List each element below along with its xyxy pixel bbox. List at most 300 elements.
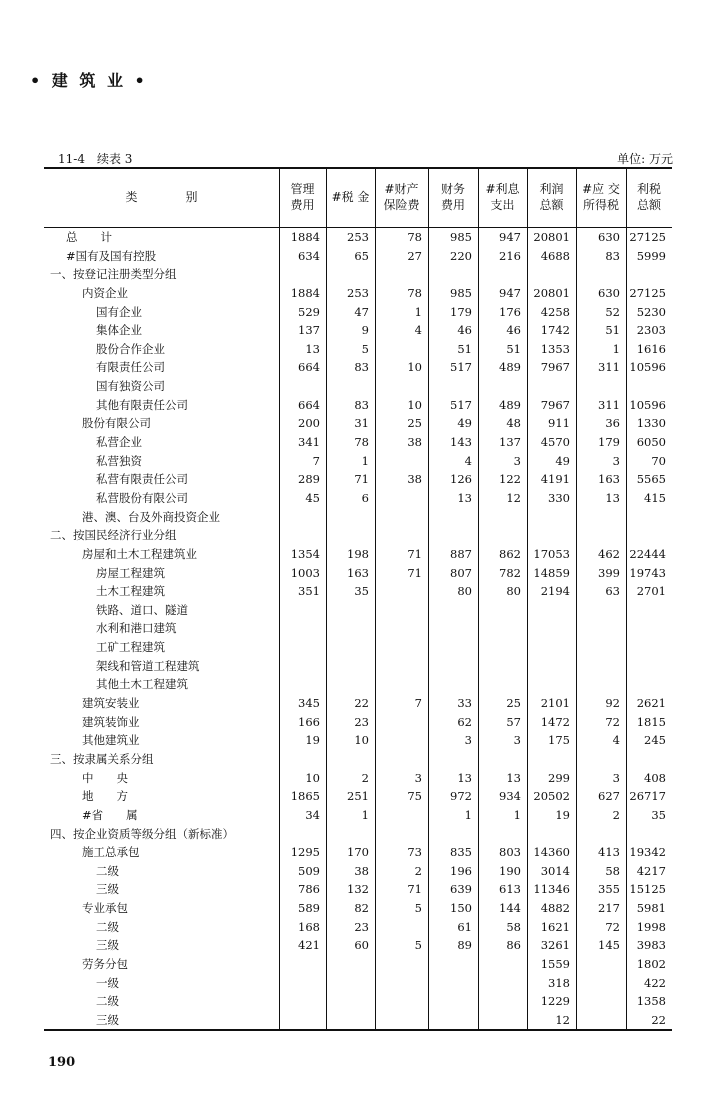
cell-finance: 179 (450, 304, 472, 319)
cell-profit_tax: 5999 (636, 248, 666, 263)
cell-income_tax: 630 (598, 285, 620, 300)
cell-interest: 947 (499, 285, 521, 300)
cell-profit_tax: 10596 (629, 397, 666, 412)
cell-finance: 3 (464, 733, 472, 748)
cell-profit_tax: 1998 (636, 919, 666, 934)
cell-finance: 1 (464, 807, 472, 822)
cell-profit: 7967 (540, 360, 570, 375)
cell-tax: 10 (354, 733, 369, 748)
cell-insurance: 38 (407, 435, 422, 450)
cell-interest: 122 (499, 472, 521, 487)
cell-finance: 143 (450, 435, 472, 450)
column-header-insurance: #财产 保险费 (383, 182, 420, 212)
row-label: 二级 (96, 863, 119, 878)
cell-income_tax: 92 (605, 696, 620, 711)
table-row (44, 358, 672, 377)
cell-tax: 5 (361, 341, 369, 356)
cell-profit: 19 (555, 807, 570, 822)
row-label: 工矿工程建筑 (96, 640, 165, 655)
cell-insurance: 27 (407, 248, 422, 263)
table-row (44, 713, 672, 732)
cell-tax: 132 (347, 882, 369, 897)
cell-mgmt: 634 (298, 248, 320, 263)
cell-income_tax: 311 (598, 397, 620, 412)
row-label: 劳务分包 (82, 956, 128, 971)
cell-mgmt: 421 (298, 938, 320, 953)
table-row (44, 526, 672, 545)
table-row (44, 974, 672, 993)
row-label: 其他土木工程建筑 (96, 677, 188, 692)
cell-income_tax: 217 (598, 901, 620, 916)
cell-insurance: 38 (407, 472, 422, 487)
table-row (44, 265, 672, 284)
row-label: 施工总承包 (82, 845, 140, 860)
cell-tax: 82 (354, 901, 369, 916)
cell-finance: 33 (457, 696, 472, 711)
cell-tax: 47 (354, 304, 369, 319)
table-row (44, 433, 672, 452)
cell-profit: 911 (548, 416, 570, 431)
cell-profit: 17053 (533, 546, 570, 561)
cell-income_tax: 3 (612, 770, 620, 785)
cell-interest: 80 (506, 584, 521, 599)
cell-mgmt: 168 (298, 919, 320, 934)
row-label: 专业承包 (82, 901, 128, 916)
cell-interest: 13 (506, 770, 521, 785)
cell-interest: 613 (499, 882, 521, 897)
cell-profit: 1229 (540, 994, 570, 1009)
cell-interest: 176 (499, 304, 521, 319)
cell-finance: 985 (450, 230, 472, 244)
cell-insurance: 71 (407, 546, 422, 561)
cell-finance: 89 (457, 938, 472, 953)
cell-income_tax: 63 (605, 584, 620, 599)
cell-finance: 887 (450, 546, 472, 561)
cell-profit_tax: 10596 (629, 360, 666, 375)
cell-profit: 1621 (540, 919, 570, 934)
cell-profit: 1353 (540, 341, 570, 356)
cell-income_tax: 1 (612, 341, 620, 356)
cell-income_tax: 311 (598, 360, 620, 375)
column-header-mgmt: 管理 费用 (290, 182, 315, 212)
cell-profit: 4570 (540, 435, 570, 450)
cell-profit_tax: 408 (644, 770, 666, 785)
cell-finance: 150 (450, 901, 472, 916)
cell-profit: 20801 (533, 230, 570, 244)
cell-insurance: 1 (414, 304, 422, 319)
cell-insurance: 71 (407, 882, 422, 897)
cell-mgmt: 341 (298, 435, 320, 450)
cell-profit: 330 (548, 490, 570, 505)
table-row (44, 862, 672, 881)
cell-profit_tax: 35 (651, 807, 666, 822)
cell-profit_tax: 19743 (629, 565, 666, 580)
cell-profit: 4191 (540, 472, 570, 487)
row-label: 三、按隶属关系分组 (50, 751, 154, 766)
cell-mgmt: 1295 (290, 845, 320, 860)
cell-mgmt: 345 (298, 696, 320, 711)
cell-income_tax: 2 (612, 807, 620, 822)
cell-mgmt: 351 (298, 584, 320, 599)
page-number: 190 (48, 1055, 76, 1070)
table-row (44, 638, 672, 657)
table-row (44, 247, 672, 266)
row-label: 四、按企业资质等级分组（新标准） (50, 826, 234, 841)
row-label: 私营独资 (96, 453, 142, 468)
cell-income_tax: 179 (598, 435, 620, 450)
column-header-income_tax: #应 交 所得税 (582, 182, 620, 212)
cell-mgmt: 509 (298, 863, 320, 878)
table-row (44, 936, 672, 955)
cell-profit_tax: 27125 (629, 230, 666, 244)
cell-income_tax: 36 (605, 416, 620, 431)
cell-income_tax: 51 (605, 323, 620, 338)
table-row (44, 340, 672, 359)
cell-profit_tax: 22 (651, 1012, 666, 1027)
cell-tax: 1 (361, 807, 369, 822)
row-label: 二、按国民经济行业分组 (50, 528, 177, 543)
table-row (44, 880, 672, 899)
cell-income_tax: 58 (605, 863, 620, 878)
row-label: 二级 (96, 919, 119, 934)
table-row (44, 694, 672, 713)
cell-finance: 4 (464, 453, 472, 468)
table-row (44, 228, 672, 247)
cell-finance: 126 (450, 472, 472, 487)
cell-profit_tax: 3983 (636, 938, 666, 953)
cell-income_tax: 355 (598, 882, 620, 897)
cell-insurance: 78 (407, 230, 422, 244)
cell-tax: 22 (354, 696, 369, 711)
table-row (44, 657, 672, 676)
cell-profit_tax: 22444 (629, 546, 666, 561)
cell-insurance: 4 (414, 323, 422, 338)
table-row (44, 564, 672, 583)
cell-profit_tax: 27125 (629, 285, 666, 300)
cell-interest: 190 (499, 863, 521, 878)
row-label: 土木工程建筑 (96, 584, 165, 599)
cell-profit: 3261 (540, 938, 570, 953)
cell-mgmt: 137 (298, 323, 320, 338)
cell-interest: 862 (499, 546, 521, 561)
cell-mgmt: 45 (305, 490, 320, 505)
cell-profit_tax: 422 (644, 975, 666, 990)
table-row (44, 489, 672, 508)
cell-income_tax: 72 (605, 919, 620, 934)
table-body (44, 228, 672, 1030)
cell-mgmt: 289 (298, 472, 320, 487)
cell-profit_tax: 2701 (636, 584, 666, 599)
section-title: • 建 筑 业 • (30, 71, 148, 90)
cell-interest: 57 (506, 714, 521, 729)
cell-profit_tax: 4217 (636, 863, 666, 878)
cell-profit: 14360 (533, 845, 570, 860)
row-label: 港、澳、台及外商投资企业 (82, 509, 220, 524)
cell-income_tax: 630 (598, 230, 620, 244)
row-label: 一、按登记注册类型分组 (50, 267, 177, 282)
table-row (44, 843, 672, 862)
table-row (44, 582, 672, 601)
cell-income_tax: 83 (605, 248, 620, 263)
table-row (44, 899, 672, 918)
cell-income_tax: 145 (598, 938, 620, 953)
row-label: 建筑安装业 (82, 696, 140, 711)
cell-tax: 2 (361, 770, 369, 785)
cell-insurance: 10 (407, 360, 422, 375)
cell-income_tax: 163 (598, 472, 620, 487)
table-row (44, 284, 672, 303)
table-id: 11-4 续表 3 (58, 152, 133, 166)
table-row (44, 545, 672, 564)
cell-profit: 20502 (533, 789, 570, 804)
cell-profit: 3014 (540, 863, 570, 878)
row-label: 有限责任公司 (96, 360, 165, 375)
row-label: 股份合作企业 (96, 341, 165, 356)
cell-mgmt: 13 (305, 341, 320, 356)
table-row (44, 452, 672, 471)
cell-profit: 20801 (533, 285, 570, 300)
cell-profit_tax: 5981 (636, 901, 666, 916)
cell-profit: 1472 (540, 714, 570, 729)
cell-mgmt: 200 (298, 416, 320, 431)
cell-income_tax: 413 (598, 845, 620, 860)
cell-profit: 49 (555, 453, 570, 468)
cell-tax: 23 (354, 919, 369, 934)
column-header-finance: 财务 费用 (440, 182, 465, 212)
cell-income_tax: 13 (605, 490, 620, 505)
cell-tax: 83 (354, 397, 369, 412)
cell-finance: 807 (450, 565, 472, 580)
cell-insurance: 2 (414, 863, 422, 878)
cell-finance: 13 (457, 770, 472, 785)
table-row (44, 414, 672, 433)
cell-interest: 947 (499, 230, 521, 244)
cell-mgmt: 786 (298, 882, 320, 897)
cell-interest: 216 (499, 248, 521, 263)
cell-tax: 6 (361, 490, 369, 505)
row-label: 其他有限责任公司 (96, 397, 188, 412)
column-header-interest: #利息 支出 (485, 182, 520, 212)
row-label: 私营股份有限公司 (96, 490, 188, 505)
table-row (44, 992, 672, 1011)
row-label: 国有企业 (96, 304, 142, 319)
cell-finance: 639 (450, 882, 472, 897)
cell-profit: 4258 (540, 304, 570, 319)
row-label: 三级 (96, 882, 119, 897)
cell-profit_tax: 245 (644, 733, 666, 748)
cell-interest: 782 (499, 565, 521, 580)
cell-profit_tax: 5565 (636, 472, 666, 487)
column-header-profit_tax: 利税 总额 (636, 182, 661, 212)
row-label: #省 属 (82, 807, 138, 822)
cell-interest: 86 (506, 938, 521, 953)
cell-tax: 1 (361, 453, 369, 468)
cell-tax: 35 (354, 584, 369, 599)
cell-interest: 3 (513, 453, 521, 468)
cell-tax: 60 (354, 938, 369, 953)
cell-profit: 318 (548, 975, 570, 990)
cell-insurance: 7 (414, 696, 422, 711)
row-label: 三级 (96, 938, 119, 953)
table-row (44, 918, 672, 937)
cell-interest: 46 (506, 323, 521, 338)
cell-finance: 972 (450, 789, 472, 804)
column-header-tax: #税 金 (331, 190, 370, 204)
row-label: 一级 (96, 975, 119, 990)
unit-label: 单位: 万元 (617, 152, 673, 166)
cell-profit_tax: 1616 (636, 341, 666, 356)
cell-finance: 835 (450, 845, 472, 860)
cell-finance: 62 (457, 714, 472, 729)
cell-interest: 1 (513, 807, 521, 822)
cell-finance: 49 (457, 416, 472, 431)
cell-mgmt: 529 (298, 304, 320, 319)
cell-profit: 12 (555, 1012, 570, 1027)
cell-profit_tax: 26717 (629, 789, 666, 804)
cell-tax: 170 (347, 845, 369, 860)
cell-profit_tax: 6050 (636, 435, 666, 450)
table-row (44, 750, 672, 769)
cell-mgmt: 10 (305, 770, 320, 785)
cell-mgmt: 7 (312, 453, 320, 468)
cell-profit: 2101 (540, 696, 570, 711)
row-label: 地 方 (82, 789, 128, 804)
row-label: 铁路、道口、隧道 (96, 602, 188, 617)
cell-tax: 38 (354, 863, 369, 878)
row-label: 集体企业 (96, 323, 142, 338)
cell-interest: 12 (506, 490, 521, 505)
table-row (44, 396, 672, 415)
cell-profit: 299 (548, 770, 570, 785)
cell-profit_tax: 1802 (636, 956, 666, 971)
cell-profit: 4882 (540, 901, 570, 916)
cell-interest: 803 (499, 845, 521, 860)
cell-profit_tax: 70 (651, 453, 666, 468)
cell-tax: 198 (347, 546, 369, 561)
row-label: 中 央 (82, 770, 128, 785)
cell-income_tax: 72 (605, 714, 620, 729)
cell-interest: 489 (499, 360, 521, 375)
cell-profit_tax: 2621 (636, 696, 666, 711)
cell-tax: 9 (361, 323, 369, 338)
row-label: 其他建筑业 (82, 733, 140, 748)
table-row (44, 1011, 672, 1030)
cell-insurance: 5 (414, 901, 422, 916)
row-label: 房屋工程建筑 (96, 565, 165, 580)
cell-insurance: 78 (407, 285, 422, 300)
cell-profit: 175 (548, 733, 570, 748)
cell-income_tax: 627 (598, 789, 620, 804)
cell-insurance: 73 (407, 845, 422, 860)
cell-profit_tax: 415 (644, 490, 666, 505)
table-row (44, 731, 672, 750)
column-header-category: 类 别 (125, 190, 198, 204)
cell-mgmt: 1865 (290, 789, 320, 804)
cell-income_tax: 4 (612, 733, 620, 748)
cell-mgmt: 1003 (290, 565, 320, 580)
cell-interest: 137 (499, 435, 521, 450)
row-label: #国有及国有控股 (66, 248, 157, 263)
cell-mgmt: 1884 (290, 285, 320, 300)
cell-interest: 144 (499, 901, 521, 916)
cell-finance: 61 (457, 919, 472, 934)
cell-profit_tax: 1330 (636, 416, 666, 431)
cell-tax: 83 (354, 360, 369, 375)
table-row (44, 787, 672, 806)
row-label: 水利和港口建筑 (96, 621, 177, 636)
table-row (44, 619, 672, 638)
table-row (44, 601, 672, 620)
cell-insurance: 25 (407, 416, 422, 431)
row-label: 房屋和土木工程建筑业 (82, 546, 197, 561)
table-row (44, 825, 672, 844)
row-label: 国有独资公司 (96, 379, 165, 394)
cell-profit_tax: 19342 (629, 845, 666, 860)
cell-interest: 51 (506, 341, 521, 356)
table-row (44, 508, 672, 527)
table-row (44, 470, 672, 489)
cell-insurance: 3 (414, 770, 422, 785)
table-row (44, 955, 672, 974)
cell-interest: 58 (506, 919, 521, 934)
table-row (44, 769, 672, 788)
cell-profit: 4688 (540, 248, 570, 263)
cell-tax: 163 (347, 565, 369, 580)
table-row (44, 806, 672, 825)
cell-finance: 13 (457, 490, 472, 505)
cell-income_tax: 462 (598, 546, 620, 561)
cell-insurance: 75 (407, 789, 422, 804)
table-row (44, 303, 672, 322)
cell-tax: 65 (354, 248, 369, 263)
cell-tax: 253 (347, 230, 369, 244)
cell-finance: 51 (457, 341, 472, 356)
cell-profit: 2194 (540, 584, 570, 599)
row-label: 股份有限公司 (82, 416, 151, 431)
cell-mgmt: 589 (298, 901, 320, 916)
cell-interest: 489 (499, 397, 521, 412)
cell-income_tax: 3 (612, 453, 620, 468)
column-header-profit: 利润 总额 (539, 182, 564, 212)
row-label: 总 计 (66, 230, 112, 244)
cell-finance: 517 (450, 360, 472, 375)
cell-income_tax: 399 (598, 565, 620, 580)
cell-tax: 71 (354, 472, 369, 487)
cell-insurance: 5 (414, 938, 422, 953)
cell-tax: 78 (354, 435, 369, 450)
cell-finance: 985 (450, 285, 472, 300)
row-label: 内资企业 (82, 285, 128, 300)
cell-mgmt: 664 (298, 360, 320, 375)
row-label: 私营有限责任公司 (96, 472, 188, 487)
cell-profit_tax: 1815 (636, 714, 666, 729)
cell-profit: 14859 (533, 565, 570, 580)
cell-profit_tax: 5230 (636, 304, 666, 319)
cell-insurance: 10 (407, 397, 422, 412)
cell-profit_tax: 1358 (636, 994, 666, 1009)
cell-mgmt: 166 (298, 714, 320, 729)
cell-interest: 48 (506, 416, 521, 431)
row-label: 私营企业 (96, 435, 142, 450)
cell-mgmt: 19 (305, 733, 320, 748)
cell-mgmt: 1354 (290, 546, 320, 561)
cell-profit: 7967 (540, 397, 570, 412)
cell-mgmt: 1884 (290, 230, 320, 244)
table-row (44, 321, 672, 340)
cell-tax: 23 (354, 714, 369, 729)
row-label: 二级 (96, 994, 119, 1009)
cell-mgmt: 664 (298, 397, 320, 412)
